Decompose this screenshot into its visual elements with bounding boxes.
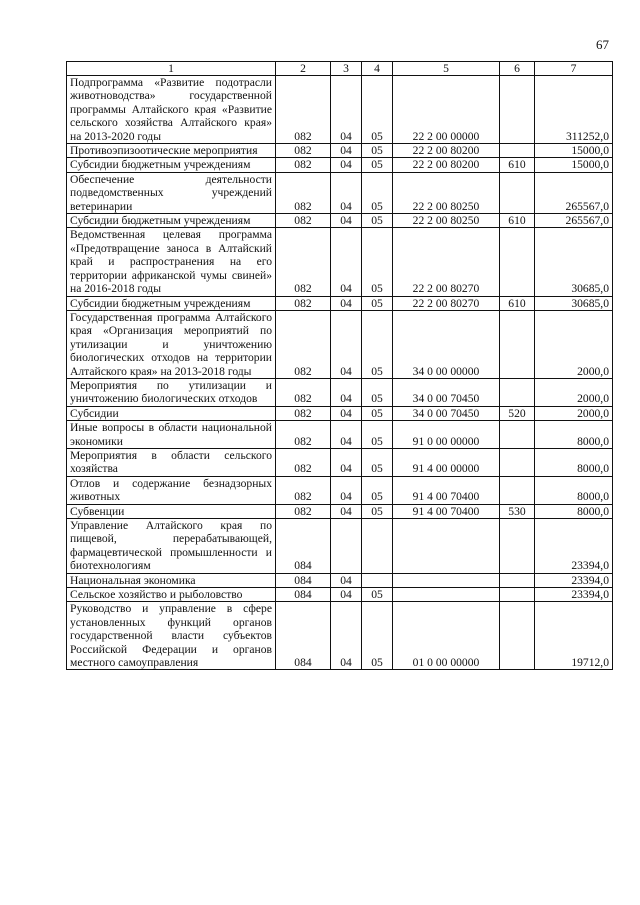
cell-vr: [500, 588, 535, 602]
cell-pr: 05: [362, 296, 393, 310]
cell-csr: 34 0 00 70450: [393, 378, 500, 406]
col-header-rz: 3: [331, 62, 362, 76]
cell-csr: [393, 588, 500, 602]
cell-name: Ведомственная целевая программа «Предотвращение заноса в Алтайский край и распространения на его территории африканской чумы свиней» на 2016-2018 годы: [67, 228, 276, 296]
cell-pr: 05: [362, 602, 393, 670]
cell-name: Подпрограмма «Развитие подотрасли животноводства» государственной программы Алтайского края «Развитие сельского хозяйства Алтайского края» на 2013-2020 годы: [67, 76, 276, 144]
cell-grbs: 084: [276, 602, 331, 670]
cell-rz: 04: [331, 172, 362, 213]
cell-rz: 04: [331, 602, 362, 670]
cell-sum: 8000,0: [535, 504, 613, 518]
table-row: [67, 448, 613, 476]
cell-pr: 05: [362, 504, 393, 518]
table-row: [67, 602, 613, 670]
cell-csr: 22 2 00 80200: [393, 144, 500, 158]
cell-csr: 91 0 00 00000: [393, 421, 500, 449]
cell-grbs: 082: [276, 76, 331, 144]
cell-vr: 610: [500, 296, 535, 310]
col-header-grbs: 2: [276, 62, 331, 76]
cell-sum: 30685,0: [535, 296, 613, 310]
cell-grbs: 082: [276, 406, 331, 420]
cell-vr: [500, 519, 535, 574]
page-number: 67: [596, 37, 609, 52]
col-header-sum: 7: [535, 62, 613, 76]
cell-name: Управление Алтайского края по пищевой, перерабатывающей, фармацевтической промышленности и биотехнологиям: [67, 519, 276, 574]
cell-csr: [393, 519, 500, 574]
cell-sum: 311252,0: [535, 76, 613, 144]
cell-rz: 04: [331, 158, 362, 172]
cell-sum: 265567,0: [535, 214, 613, 228]
table-row: [67, 296, 613, 310]
cell-csr: 91 4 00 70400: [393, 476, 500, 504]
cell-sum: 19712,0: [535, 602, 613, 670]
col-header-vr: 6: [500, 62, 535, 76]
cell-name: Субсидии бюджетным учреждениям: [67, 158, 276, 172]
cell-pr: 05: [362, 406, 393, 420]
cell-pr: 05: [362, 76, 393, 144]
table-row: [67, 406, 613, 420]
cell-csr: 22 2 00 00000: [393, 76, 500, 144]
cell-csr: 22 2 00 80250: [393, 214, 500, 228]
cell-grbs: 082: [276, 214, 331, 228]
cell-vr: [500, 476, 535, 504]
cell-grbs: 082: [276, 144, 331, 158]
cell-sum: 8000,0: [535, 421, 613, 449]
cell-rz: 04: [331, 310, 362, 378]
cell-rz: 04: [331, 406, 362, 420]
cell-vr: [500, 602, 535, 670]
cell-rz: [331, 519, 362, 574]
table-row: [67, 573, 613, 587]
cell-rz: 04: [331, 76, 362, 144]
cell-vr: 610: [500, 158, 535, 172]
cell-pr: [362, 573, 393, 587]
cell-grbs: 082: [276, 421, 331, 449]
table-row: [67, 310, 613, 378]
table-row: [67, 76, 613, 144]
cell-grbs: 082: [276, 228, 331, 296]
cell-csr: 91 4 00 00000: [393, 448, 500, 476]
cell-sum: 8000,0: [535, 448, 613, 476]
cell-rz: 04: [331, 296, 362, 310]
cell-pr: 05: [362, 310, 393, 378]
cell-sum: 15000,0: [535, 144, 613, 158]
cell-grbs: 082: [276, 378, 331, 406]
cell-vr: 520: [500, 406, 535, 420]
cell-csr: 91 4 00 70400: [393, 504, 500, 518]
cell-rz: 04: [331, 421, 362, 449]
table-row: [67, 421, 613, 449]
cell-name: Обеспечение деятельности подведомственных учреждений ветеринарии: [67, 172, 276, 213]
cell-pr: 05: [362, 588, 393, 602]
cell-sum: 30685,0: [535, 228, 613, 296]
cell-sum: 2000,0: [535, 378, 613, 406]
table-row: [67, 378, 613, 406]
cell-grbs: 082: [276, 296, 331, 310]
cell-name: Субсидии: [67, 406, 276, 420]
cell-csr: [393, 573, 500, 587]
cell-csr: 34 0 00 00000: [393, 310, 500, 378]
table-row: [67, 588, 613, 602]
cell-csr: 22 2 00 80270: [393, 296, 500, 310]
table-row: [67, 158, 613, 172]
cell-rz: 04: [331, 144, 362, 158]
cell-rz: 04: [331, 476, 362, 504]
cell-sum: 23394,0: [535, 573, 613, 587]
cell-sum: 2000,0: [535, 406, 613, 420]
table-row: [67, 504, 613, 518]
cell-name: Мероприятия в области сельского хозяйства: [67, 448, 276, 476]
cell-name: Субсидии бюджетным учреждениям: [67, 296, 276, 310]
cell-grbs: 084: [276, 588, 331, 602]
cell-sum: 2000,0: [535, 310, 613, 378]
col-header-csr: 5: [393, 62, 500, 76]
cell-pr: [362, 519, 393, 574]
cell-vr: 610: [500, 214, 535, 228]
cell-pr: 05: [362, 378, 393, 406]
cell-name: Отлов и содержание безнадзорных животных: [67, 476, 276, 504]
cell-vr: [500, 310, 535, 378]
cell-csr: 01 0 00 00000: [393, 602, 500, 670]
cell-rz: 04: [331, 214, 362, 228]
cell-vr: 530: [500, 504, 535, 518]
cell-name: Сельское хозяйство и рыболовство: [67, 588, 276, 602]
cell-rz: 04: [331, 448, 362, 476]
cell-pr: 05: [362, 448, 393, 476]
cell-pr: 05: [362, 214, 393, 228]
cell-name: Противоэпизоотические мероприятия: [67, 144, 276, 158]
cell-pr: 05: [362, 158, 393, 172]
cell-csr: 22 2 00 80200: [393, 158, 500, 172]
table-row: [67, 214, 613, 228]
cell-rz: 04: [331, 588, 362, 602]
cell-vr: [500, 144, 535, 158]
cell-sum: 23394,0: [535, 588, 613, 602]
cell-vr: [500, 172, 535, 213]
cell-vr: [500, 448, 535, 476]
cell-csr: 22 2 00 80270: [393, 228, 500, 296]
cell-vr: [500, 228, 535, 296]
header-row: [67, 62, 613, 76]
cell-sum: 23394,0: [535, 519, 613, 574]
cell-rz: 04: [331, 228, 362, 296]
cell-grbs: 082: [276, 158, 331, 172]
cell-name: Мероприятия по утилизации и уничтожению биологических отходов: [67, 378, 276, 406]
cell-grbs: 082: [276, 504, 331, 518]
cell-vr: [500, 421, 535, 449]
table-row: [67, 476, 613, 504]
cell-pr: 05: [362, 421, 393, 449]
cell-csr: 22 2 00 80250: [393, 172, 500, 213]
cell-grbs: 082: [276, 476, 331, 504]
cell-vr: [500, 378, 535, 406]
table-row: [67, 519, 613, 574]
cell-name: Национальная экономика: [67, 573, 276, 587]
cell-name: Иные вопросы в области национальной экономики: [67, 421, 276, 449]
cell-name: Руководство и управление в сфере установленных функций органов государственной власти субъектов Российской Федерации и органов местного самоуправления: [67, 602, 276, 670]
cell-grbs: 082: [276, 448, 331, 476]
cell-grbs: 082: [276, 310, 331, 378]
cell-pr: 05: [362, 144, 393, 158]
cell-pr: 05: [362, 228, 393, 296]
cell-rz: 04: [331, 504, 362, 518]
budget-table: [66, 61, 613, 670]
cell-grbs: 082: [276, 172, 331, 213]
col-header-pr: 4: [362, 62, 393, 76]
cell-sum: 15000,0: [535, 158, 613, 172]
cell-name: Субвенции: [67, 504, 276, 518]
cell-vr: [500, 76, 535, 144]
cell-sum: 265567,0: [535, 172, 613, 213]
col-header-name: 1: [67, 62, 276, 76]
table-row: [67, 144, 613, 158]
cell-pr: 05: [362, 476, 393, 504]
cell-grbs: 084: [276, 573, 331, 587]
cell-name: Государственная программа Алтайского края «Организация мероприятий по утилизации и уничтожению биологических отходов на территории Алтайского края» на 2013-2018 годы: [67, 310, 276, 378]
cell-name: Субсидии бюджетным учреждениям: [67, 214, 276, 228]
table-row: [67, 228, 613, 296]
cell-rz: 04: [331, 378, 362, 406]
cell-csr: 34 0 00 70450: [393, 406, 500, 420]
cell-grbs: 084: [276, 519, 331, 574]
cell-pr: 05: [362, 172, 393, 213]
cell-rz: 04: [331, 573, 362, 587]
cell-vr: [500, 573, 535, 587]
table-row: [67, 172, 613, 213]
cell-sum: 8000,0: [535, 476, 613, 504]
